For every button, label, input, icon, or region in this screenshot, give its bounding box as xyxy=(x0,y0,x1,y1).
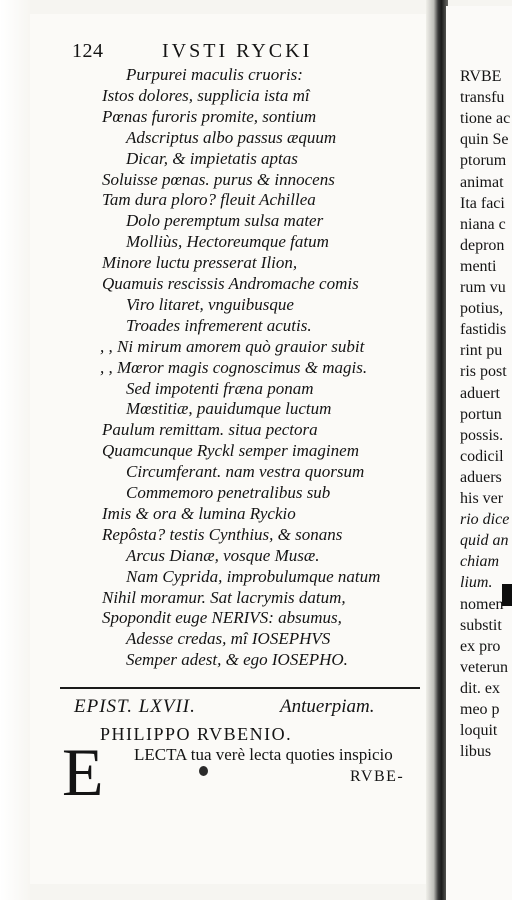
running-head: IVSTI RYCKI xyxy=(162,40,313,62)
right-page-fragment: animat xyxy=(460,173,504,191)
right-page-fragment: chiam xyxy=(460,553,500,571)
right-page-fragment: ex pro xyxy=(460,637,501,655)
section-rule xyxy=(60,687,420,689)
poem-line: Nihil moramur. Sat lacrymis datum, xyxy=(102,587,346,607)
right-page-fragment: lium. xyxy=(460,574,493,592)
right-page-fragment: substit xyxy=(460,616,502,634)
right-page xyxy=(446,6,512,900)
right-page-fragment: nomen xyxy=(460,595,504,613)
poem-line: Quamcunque Ryckl semper imaginem xyxy=(102,441,359,461)
page-number: 124 xyxy=(72,40,104,62)
poem-line: Istos dolores, supplicia ista mî xyxy=(102,85,310,105)
epistle-heading: EPIST. LXVII. xyxy=(74,696,196,717)
poem-line: Mœstitiæ, pauidumque luctum xyxy=(126,399,332,419)
right-page-fragment: ris post xyxy=(460,363,507,381)
right-page-fragment: meo p xyxy=(460,701,500,718)
right-page-fragment: aduert xyxy=(460,384,500,402)
poem-line: , , Ni mirum amorem quò grauior subit xyxy=(100,336,365,356)
poem-line: Paulum remittam. situa pectora xyxy=(102,420,318,440)
letter-opening-line: LECTA tua verè lecta quoties inspicio xyxy=(134,745,393,764)
poem-line: Molliùs, Hectoreumque fatum xyxy=(126,232,329,252)
poem-line: Semper adest, & ego IOSEPHO. xyxy=(126,650,348,670)
right-page-fragment: his ver xyxy=(460,490,504,507)
right-page-fragment: rum vu xyxy=(460,279,506,296)
poem-line: Spopondit euge NERIVS: absumus, xyxy=(102,608,342,628)
right-page-fragment: possis. xyxy=(460,426,504,444)
poem-line: Pœnas furoris promite, sontium xyxy=(102,106,317,126)
right-page-fragment: loquit xyxy=(460,722,498,740)
right-page-fragment: veterun xyxy=(460,658,508,676)
poem-line: Dicar, & impietatis aptas xyxy=(126,148,298,168)
right-page-fragment: dit. ex xyxy=(460,679,500,697)
poem-line: Arcus Dianæ, vosque Musæ. xyxy=(126,545,320,565)
poem-line: Sed impotenti fræna ponam xyxy=(126,378,314,398)
poem-line: Commemoro penetralibus sub xyxy=(126,483,331,502)
right-page-fragment: rio dice xyxy=(460,511,510,529)
catchword: RVBE- xyxy=(350,768,405,785)
right-page-fragment: portun xyxy=(460,405,502,423)
poem-line: Soluisse pœnas. purus & innocens xyxy=(102,169,335,189)
right-page-fragment: aduers xyxy=(460,468,502,486)
right-page-fragment: tione ac xyxy=(460,110,511,128)
poem-line: Adscriptus albo passus æquum xyxy=(126,127,337,147)
right-page-fragment: fastidis xyxy=(460,321,507,339)
poem-line: Adesse credas, mî IOSEPHVS xyxy=(126,629,331,649)
poem-line: Imis & ora & lumina Ryckio xyxy=(102,503,296,523)
poem-line: Purpurei maculis cruoris: xyxy=(126,65,303,84)
right-page-fragment: depron xyxy=(460,236,505,254)
salutation: PHILIPPO RVBENIO. xyxy=(100,724,293,744)
right-page-fragment: transfu xyxy=(460,89,505,107)
right-page-fragment: potius, xyxy=(460,300,504,318)
ink-blot-mark xyxy=(199,766,208,776)
poem-line: Repôsta? testis Cynthius, & sonans xyxy=(102,524,343,544)
poem-line: Quamuis rescissis Andromache comis xyxy=(102,274,359,293)
poem-line: Minore luctu presserat Ilion, xyxy=(102,253,298,273)
right-page-fragment: libus xyxy=(460,743,492,761)
right-page-fragment: niana c xyxy=(460,215,506,233)
poem-line: Dolo peremptum sulsa mater xyxy=(126,211,324,231)
right-page-fragment: codicil xyxy=(460,447,504,465)
right-page-fragment: RVBE xyxy=(460,68,502,85)
right-page-fragment: menti xyxy=(460,257,497,275)
epistle-destination: Antuerpiam. xyxy=(280,696,375,717)
right-page-fragment: quid an xyxy=(460,532,509,550)
right-page-fragment: Ita faci xyxy=(460,194,505,212)
poem-line: Troades infremerent acutis. xyxy=(126,315,312,335)
drop-cap: E xyxy=(62,734,104,810)
poem-line: , , Mœror magis cognoscimus & magis. xyxy=(100,357,368,377)
book-gutter xyxy=(426,0,448,900)
poem-line: Viro litaret, vnguibusque xyxy=(126,294,294,314)
right-page-fragment: ptorum xyxy=(460,152,507,170)
outer-page-edge xyxy=(0,0,30,900)
page-header xyxy=(72,40,432,64)
poem-line: Circumferant. nam vestra quorsum xyxy=(126,462,365,482)
right-page-fragment: rint pu xyxy=(460,342,503,360)
poem-line: Tam dura ploro? fleuit Achillea xyxy=(102,190,316,210)
right-page-fragment: quin Se xyxy=(460,131,509,149)
poem-line: Nam Cyprida, improbulumque natum xyxy=(126,566,381,586)
